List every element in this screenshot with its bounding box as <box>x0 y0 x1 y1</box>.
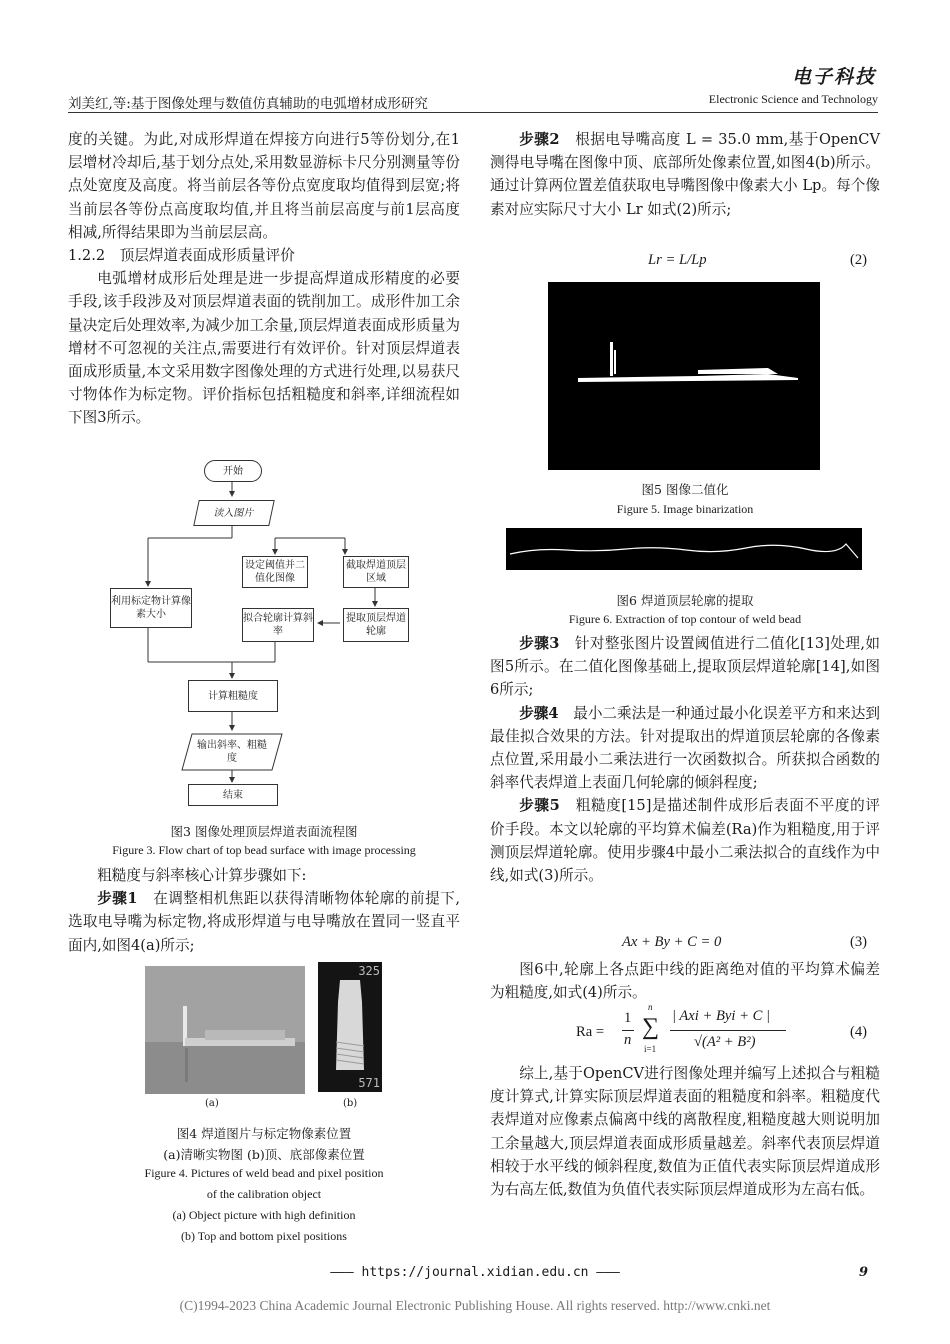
eq4-lhs: Ra = <box>576 1024 605 1040</box>
section-heading-1-2-2: 1.2.2 顶层焊道表面成形质量评价 <box>68 247 295 265</box>
step-1-text: 在调整相机焦距以获得清晰物体轮廓的前提下,选取电导嘴为标定物,将成形焊道与电导嘴放在置同一竖直平面内,如图4(a)所示; <box>68 890 460 954</box>
contour-graphic <box>506 528 862 570</box>
figure-4-caption-cn: 图4 焊道图片与标定物像素位置 <box>176 1126 352 1141</box>
flowchart-crop-top-region: 截取焊道顶层区域 <box>343 556 409 588</box>
eq4-frac-bar <box>622 1030 634 1031</box>
eq4-sum-sign: ∑ <box>642 1014 660 1040</box>
step-5-text: 粗糙度[15]是描述制件成形后表面不平度的评价手段。本文以轮廓的平均算术偏差(Ra)作为粗糙度,用于评测顶层焊道轮廓。使用步骤4中最小二乘法拟合的直线作为中线,如式(3)所示。 <box>490 797 880 885</box>
flowchart-output-label: 输出斜率、粗糙度 <box>197 740 267 764</box>
figure-5-binarized-image <box>548 282 820 470</box>
nozzle-graphic <box>318 962 382 1092</box>
step-5-label: 步骤5 <box>519 797 560 815</box>
step-3-label: 步骤3 <box>519 635 560 652</box>
eq4-main-bar <box>670 1030 786 1031</box>
figure-4-caption-en-4: (b) Top and bottom pixel positions <box>181 1229 347 1243</box>
eq4-denominator: √(A² + B²) <box>694 1034 756 1050</box>
figure-3-caption-cn: 图3 图像处理顶层焊道表面流程图 <box>170 824 358 839</box>
step-3-text: 针对整张图片设置阈值进行二值化[13]处理,如图5所示。在二值化图像基础上,提取顶层焊道轮廓[14],如图6所示; <box>490 635 880 699</box>
paragraph-step-3 <box>490 632 880 702</box>
step-4-label: 步骤4 <box>519 704 559 722</box>
paragraph-step-4 <box>490 702 880 795</box>
weld-bead-photo-graphic <box>145 966 305 1094</box>
flowchart-fit-contour-slope: 拟合轮廓计算斜率 <box>242 608 314 642</box>
left-column <box>68 128 460 430</box>
paragraph-step-5 <box>490 794 880 887</box>
figure-6-caption-en: Figure 6. Extraction of top contour of weld bead <box>568 612 802 626</box>
right-column-step2 <box>490 128 880 221</box>
equation-4 <box>576 1002 826 1062</box>
step-2-text: 根据电导嘴高度 L = 35.0 mm,基于OpenCV测得电导嘴在图像中顶、底部所处像素位置,如图4(b)所示。通过计算两位置差值获取电导嘴图像中像素大小 Lp。每个像素对应实际尺寸大小 Lr 如式(2)所示; <box>490 131 880 218</box>
eq4-frac-den: n <box>624 1032 632 1048</box>
figure-6-caption-cn: 图6 焊道顶层轮廓的提取 <box>616 593 754 608</box>
figure-3-flowchart <box>100 458 430 818</box>
paragraph-layer-measure: 度的关键。为此,对成形焊道在焊接方向进行5等份划分,在1层增材冷却后,基于划分点处,采用数显游标卡尺分别测量等份点处宽度及高度。将当前层各等份点宽度取均值得到层宽;将当前层各等份点高度取均值,并且将当前层高度与前1层高度相减,所得结果即为当前层层高。 <box>68 131 460 241</box>
figure-5-caption-cn: 图5 图像二值化 <box>641 482 729 497</box>
journal-logo: 电子科技 <box>791 66 876 88</box>
eq4-sum-bot: i=1 <box>644 1044 657 1054</box>
paragraph-summary: 综上,基于OpenCV进行图像处理并编写上述拟合与粗糙度计算式,计算实际顶层焊道表面的粗糙度和斜率。粗糙度代表焊道对应像素点偏离中线的离散程度,粗糙度越大则说明加工余量越大,顶层焊道表面成形质量越差。斜率代表顶层焊道相较于水平线的倾斜程度,数值为正值代表实际顶层焊道成形为右高左低,数值为负值代表实际顶层焊道成形为左高右低。 <box>490 1065 880 1199</box>
running-head-left: 刘美红,等:基于图像处理与数值仿真辅助的电弧增材成形研究 <box>68 96 428 112</box>
step-4-text: 最小二乘法是一种通过最小化误差平方和来达到最佳拟合效果的方法。针对提取出的焊道顶层轮廓的各像素点位置,采用最小二乘法进行一次函数拟合。所获拟合函数的斜率代表焊道上表面几何轮廓的倾斜程度; <box>490 704 880 792</box>
right-column-steps-3-5 <box>490 632 880 887</box>
flowchart-compute-roughness: 计算粗糙度 <box>188 680 278 712</box>
figure-4a-label: (a) <box>205 1098 219 1109</box>
figure-4a-weld-photo <box>145 966 305 1094</box>
pixel-bottom-number: 571 <box>358 1076 380 1090</box>
flowchart-end: 结束 <box>188 784 278 806</box>
figure-5-caption-en: Figure 5. Image binarization <box>616 502 754 516</box>
footer-journal-url: ——— https://journal.xidian.edu.cn ——— <box>330 1265 620 1280</box>
right-column-summary <box>490 1062 880 1201</box>
step-1-label: 步骤1 <box>97 890 138 908</box>
flowchart-threshold-binarize: 设定阈值并二值化图像 <box>242 556 308 588</box>
header-rule <box>68 112 878 113</box>
figure-4-caption-en-3: (a) Object picture with high definition <box>172 1208 356 1222</box>
flowchart-start: 开始 <box>204 460 262 482</box>
figure-6-contour-image <box>506 528 862 570</box>
page-number: 9 <box>858 1265 868 1280</box>
equation-2-number: (2) <box>850 252 868 268</box>
equation-3: Ax + By + C = 0 <box>622 934 722 950</box>
eq4-frac-num: 1 <box>624 1010 632 1026</box>
figure-3-caption-en: Figure 3. Flow chart of top bead surface with image processing <box>112 843 416 857</box>
equation-2: Lr = L/Lp <box>648 252 707 268</box>
figure-4-subcaption-cn: (a)清晰实物图 (b)顶、底部像素位置 <box>163 1147 365 1162</box>
equation-3-number: (3) <box>850 934 868 950</box>
equation-4-number: (4) <box>850 1024 868 1040</box>
left-column-steps <box>68 864 460 957</box>
eq4-numerator: | Axi + Byi + C | <box>672 1008 770 1024</box>
right-column-fig6-text <box>490 958 880 1004</box>
paragraph-step-1 <box>68 887 460 957</box>
figure-4b-nozzle-pixels <box>318 962 382 1092</box>
pixel-top-number: 325 <box>358 964 380 978</box>
eq4-sum-top: n <box>648 1002 653 1012</box>
paragraph-step-2 <box>490 128 880 221</box>
paragraph-fig6-roughness: 图6中,轮廓上各点距中线的距离绝对值的平均算术偏差为粗糙度,如式(4)所示。 <box>490 961 880 1002</box>
figure-4-caption-en-1: Figure 4. Pictures of weld bead and pixel position <box>144 1166 384 1180</box>
flowchart-read-image: 读入图片 <box>193 500 275 526</box>
step-2-label: 步骤2 <box>519 131 560 148</box>
figure-4b-label: (b) <box>343 1098 358 1109</box>
binarized-graphic <box>548 282 820 470</box>
paragraph-core-steps: 粗糙度与斜率核心计算步骤如下: <box>97 867 307 884</box>
paragraph-top-bead-quality: 电弧增材成形后处理是进一步提高焊道成形精度的必要手段,该手段涉及对顶层焊道表面的铣削加工。成形件加工余量决定后处理效率,为减少加工余量,顶层焊道表面成形质量为增材不可忽视的关注点,需要进行有效评价。针对顶层焊道表面成形质量,本文采用数字图像处理的方式进行处理,以易获尺寸物体作为标定物。评价指标包括粗糙度和斜率,详细流程如下图3所示。 <box>68 270 460 427</box>
footer-copyright: (C)1994-2023 China Academic Journal Electronic Publishing House. All rights reserved. http://www.cnki.net <box>179 1298 771 1313</box>
flowchart-extract-contour: 提取顶层焊道轮廓 <box>343 608 409 642</box>
flowchart-calibration-pixel-size: 利用标定物计算像素大小 <box>110 588 192 628</box>
running-head-right: Electronic Science and Technology <box>708 92 878 106</box>
figure-4-caption-en-2: of the calibration object <box>206 1187 322 1201</box>
